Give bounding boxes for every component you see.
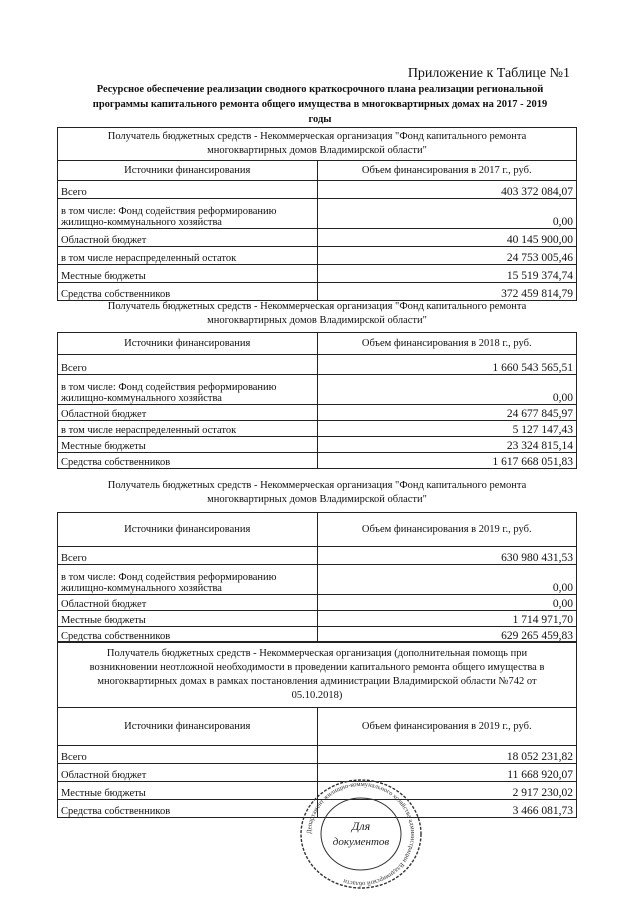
row-value: 372 459 814,79 [317, 283, 577, 301]
row-label: в том числе нераспределенный остаток [58, 420, 318, 436]
financing-block-2017 [57, 127, 577, 301]
table-row [58, 374, 577, 404]
financing-table-2018 [57, 296, 577, 469]
table-row [58, 265, 577, 283]
row-value: 0,00 [317, 594, 577, 610]
financing-block-2018 [57, 296, 577, 469]
row-label: Областной бюджет [58, 764, 318, 782]
row-value: 3 466 081,73 [317, 800, 577, 818]
document-title [50, 82, 590, 127]
row-label: Местные бюджеты [58, 436, 318, 452]
financing-table-2017 [57, 127, 577, 301]
row-value: 23 324 815,14 [317, 436, 577, 452]
row-label: Средства собственников [58, 283, 318, 301]
recipient-line: возникновении неотложной необходимости в проведении капитального ремонта общего имущества в [89, 661, 545, 673]
row-label-line: жилищно-коммунального хозяйства [61, 392, 222, 404]
recipient-line: многоквартирных домов Владимирской области" [207, 493, 427, 505]
column-header-source: Источники финансирования [58, 708, 318, 746]
table-row [58, 610, 577, 626]
table-row [58, 181, 577, 199]
row-label [58, 374, 318, 404]
table-row [58, 564, 577, 594]
row-label: Местные бюджеты [58, 265, 318, 283]
row-label: Средства собственников [58, 626, 318, 642]
recipient-line: Получатель бюджетных средств - Некоммерческая организация "Фонд капитального ремонта [107, 479, 527, 491]
row-value: 0,00 [317, 199, 577, 229]
row-label: в том числе нераспределенный остаток [58, 247, 318, 265]
column-header-source: Источники финансирования [58, 161, 318, 181]
table-row [58, 199, 577, 229]
column-header-amount: Объем финансирования в 2018 г., руб. [317, 332, 577, 354]
table-row [58, 420, 577, 436]
table-row [58, 546, 577, 564]
table-row [58, 594, 577, 610]
recipient-cell [58, 296, 577, 332]
row-value: 1 617 668 051,83 [317, 452, 577, 468]
row-label-line: жилищно-коммунального хозяйства [61, 582, 222, 594]
row-label: Всего [58, 354, 318, 374]
table-row [58, 354, 577, 374]
row-value: 0,00 [317, 374, 577, 404]
recipient-line: 05.10.2018) [291, 689, 343, 701]
column-header-amount: Объем финансирования в 2019 г., руб. [317, 512, 577, 546]
row-value: 40 145 900,00 [317, 229, 577, 247]
stamp-outer-ring [301, 780, 421, 888]
recipient-cell [58, 642, 577, 708]
table-row [58, 229, 577, 247]
title-line: Ресурсное обеспечение реализации сводного краткосрочного плана реализации региональной [96, 84, 544, 95]
row-label: Местные бюджеты [58, 610, 318, 626]
row-value: 18 052 231,82 [317, 746, 577, 764]
row-label-line: в том числе: Фонд содействия реформированию [61, 571, 277, 583]
recipient-line: многоквартирных домах в рамках постановления администрации Владимирской области №742 от [97, 675, 537, 687]
row-value: 5 127 147,43 [317, 420, 577, 436]
recipient-line: Получатель бюджетных средств - Некоммерческая организация "Фонд капитального ремонта [107, 131, 527, 142]
row-value: 1 660 543 565,51 [317, 354, 577, 374]
row-value: 2 917 230,02 [317, 782, 577, 800]
row-label: Всего [58, 746, 318, 764]
stamp-inner-ring [321, 798, 401, 870]
financing-table-2019 [57, 474, 577, 643]
financing-block-2019 [57, 474, 577, 643]
table-row [58, 746, 577, 764]
table-row [58, 436, 577, 452]
row-label: Средства собственников [58, 800, 318, 818]
row-label: Областной бюджет [58, 404, 318, 420]
recipient-line: Получатель бюджетных средств - Некоммерческая организация "Фонд капитального ремонта [107, 300, 527, 312]
row-label-line: в том числе: Фонд содействия реформированию [61, 206, 277, 217]
row-value: 15 519 374,74 [317, 265, 577, 283]
stamp-ring-text: Департамент жилищно-коммунального хозяйства администрации Владимирской области [305, 780, 417, 888]
table-row [58, 247, 577, 265]
row-value: 403 372 084,07 [317, 181, 577, 199]
stamp [296, 778, 426, 890]
row-label-line: жилищно-коммунального хозяйства [61, 217, 222, 228]
row-label: Всего [58, 546, 318, 564]
stamp-center-line: документов [332, 836, 390, 848]
table-row [58, 626, 577, 642]
row-label: Местные бюджеты [58, 782, 318, 800]
recipient-line: многоквартирных домов Владимирской области" [207, 314, 427, 326]
column-header-amount: Объем финансирования в 2019 г., руб. [317, 708, 577, 746]
row-value: 24 677 845,97 [317, 404, 577, 420]
title-line: годы [308, 114, 332, 125]
appendix-label: Приложение к Таблице №1 [407, 66, 570, 81]
column-header-source: Источники финансирования [58, 332, 318, 354]
row-value: 629 265 459,83 [317, 626, 577, 642]
recipient-cell [58, 128, 577, 161]
stamp-center-line: Для [351, 819, 371, 833]
row-value: 1 714 971,70 [317, 610, 577, 626]
row-label: Областной бюджет [58, 229, 318, 247]
table-row [58, 404, 577, 420]
column-header-amount: Объем финансирования в 2017 г., руб. [317, 161, 577, 181]
recipient-line: многоквартирных домов Владимирской области" [207, 145, 427, 156]
row-label: Областной бюджет [58, 594, 318, 610]
title-line: программы капитального ремонта общего имущества в многоквартирных домах на 2017 - 2019 [92, 99, 548, 110]
table-row [58, 452, 577, 468]
row-value: 0,00 [317, 564, 577, 594]
recipient-cell [58, 474, 577, 512]
row-label: Всего [58, 181, 318, 199]
row-value: 630 980 431,53 [317, 546, 577, 564]
column-header-source: Источники финансирования [58, 512, 318, 546]
row-label: Средства собственников [58, 452, 318, 468]
row-value: 11 668 920,07 [317, 764, 577, 782]
row-label-line: в том числе: Фонд содействия реформированию [61, 381, 277, 393]
row-label [58, 199, 318, 229]
recipient-line: Получатель бюджетных средств - Некоммерческая организация (дополнительная помощь при [106, 647, 528, 659]
row-value: 24 753 005,46 [317, 247, 577, 265]
row-label [58, 564, 318, 594]
